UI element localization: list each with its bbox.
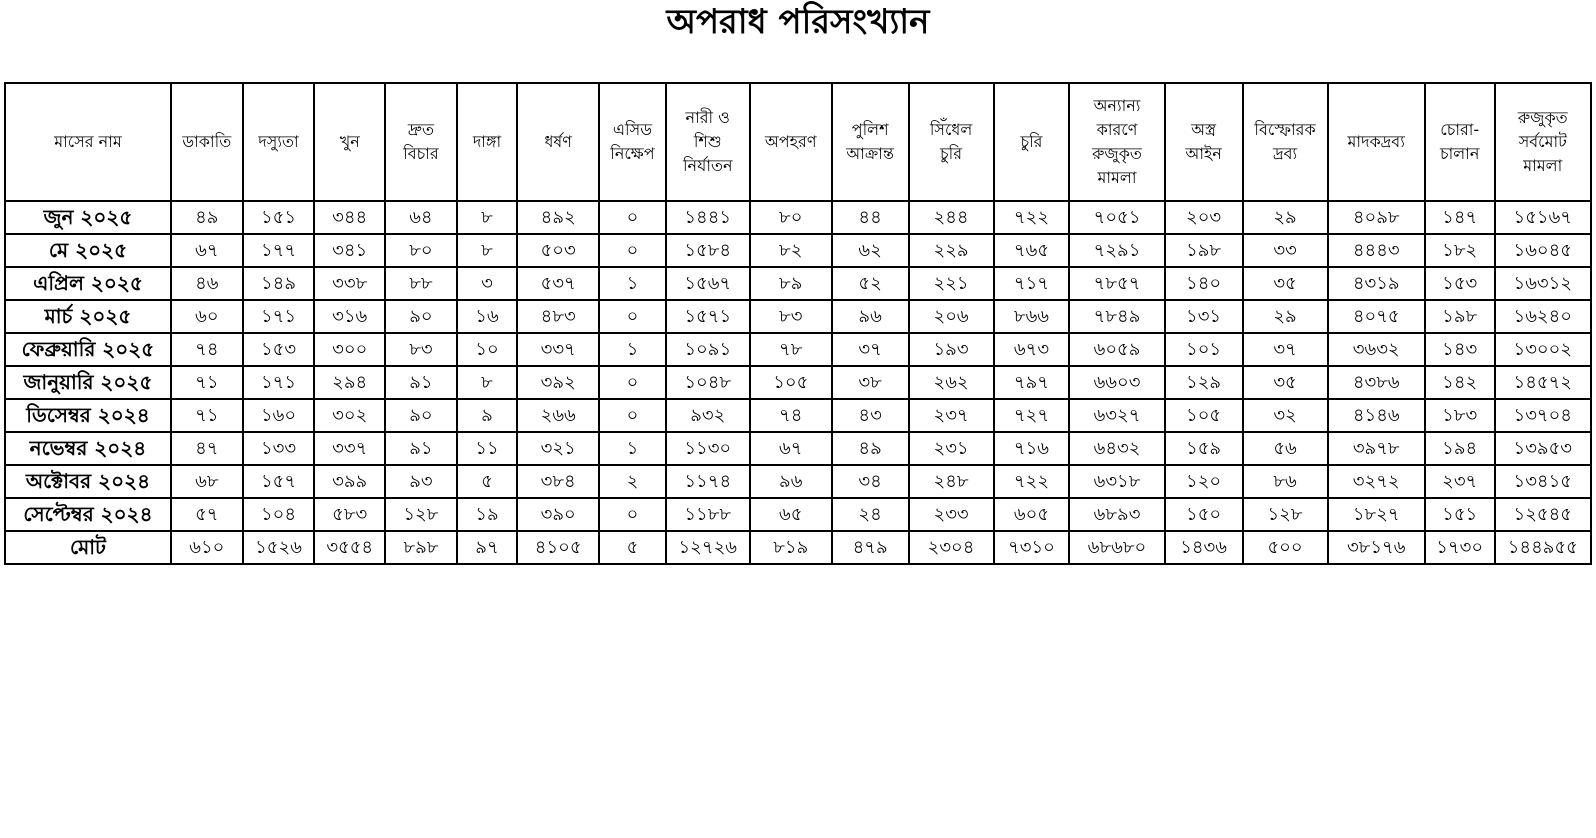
value-cell: ৬০৫৯	[1069, 333, 1164, 366]
month-cell: জানুয়ারি ২০২৫	[5, 366, 171, 399]
value-cell: ১৫৯	[1165, 432, 1243, 465]
value-cell: ১৯৮	[1165, 234, 1243, 267]
value-cell: ০	[599, 366, 666, 399]
value-cell: ১৬২৪০	[1495, 300, 1591, 333]
value-cell: ১৩৯৫৩	[1495, 432, 1591, 465]
value-cell: ১৪৯	[243, 267, 315, 300]
value-cell: ১৫২৬	[243, 531, 315, 564]
value-cell: ২০৩	[1165, 201, 1243, 234]
value-cell: ৩৫	[1243, 267, 1328, 300]
month-cell: মার্চ ২০২৫	[5, 300, 171, 333]
table-row	[5, 267, 1591, 300]
value-cell: ৫	[599, 531, 666, 564]
value-cell: ৮৮	[385, 267, 457, 300]
value-cell: ১৭১	[243, 366, 315, 399]
value-cell: ২৪৮	[909, 465, 994, 498]
value-cell: ১৪৩৬	[1165, 531, 1243, 564]
value-cell: ১০৯১	[666, 333, 750, 366]
value-cell: ৮৩	[750, 300, 832, 333]
column-header: ধর্ষণ	[517, 83, 599, 201]
value-cell: ১১৭৪	[666, 465, 750, 498]
value-cell: ২৬৬	[517, 399, 599, 432]
table-row	[5, 366, 1591, 399]
value-cell: ২৩৭	[909, 399, 994, 432]
value-cell: ৩২৭২	[1328, 465, 1425, 498]
value-cell: ১২৮	[385, 498, 457, 531]
value-cell: ৮০	[750, 201, 832, 234]
value-cell: ৯০	[385, 399, 457, 432]
value-cell: ৬৪৩২	[1069, 432, 1164, 465]
column-header: সিঁধেল চুরি	[909, 83, 994, 201]
value-cell: ৫০৩	[517, 234, 599, 267]
value-cell: ৩১৬	[314, 300, 385, 333]
value-cell: ৮	[457, 366, 517, 399]
column-header: এসিড নিক্ষেপ	[599, 83, 666, 201]
value-cell: ১২৫৪৫	[1495, 498, 1591, 531]
value-cell: ৫	[457, 465, 517, 498]
value-cell: ১৪০	[1165, 267, 1243, 300]
value-cell: ৬১০	[171, 531, 243, 564]
month-cell: সেপ্টেম্বর ২০২৪	[5, 498, 171, 531]
value-cell: ৭৪	[171, 333, 243, 366]
value-cell: ২০৬	[909, 300, 994, 333]
value-cell: ৫৬	[1243, 432, 1328, 465]
table-row	[5, 234, 1591, 267]
value-cell: ৩৩৭	[517, 333, 599, 366]
value-cell: ১৪৫৭২	[1495, 366, 1591, 399]
value-cell: ৪০৭৫	[1328, 300, 1425, 333]
value-cell: ৯৬	[832, 300, 909, 333]
value-cell: ০	[599, 498, 666, 531]
value-cell: ৮০	[385, 234, 457, 267]
value-cell: ১৩১	[1165, 300, 1243, 333]
column-header: চোরা- চালান	[1425, 83, 1495, 201]
value-cell: ৯০	[385, 300, 457, 333]
value-cell: ৪৭	[171, 432, 243, 465]
value-cell: ১৪৪৯৫৫	[1495, 531, 1591, 564]
value-cell: ২৩৩	[909, 498, 994, 531]
value-cell: ৩৭	[832, 333, 909, 366]
month-cell: মোট	[5, 531, 171, 564]
value-cell: ১৫৭	[243, 465, 315, 498]
value-cell: ১১	[457, 432, 517, 465]
value-cell: ৬০৫	[994, 498, 1070, 531]
value-cell: ১৫৬৭	[666, 267, 750, 300]
value-cell: ৭০৫১	[1069, 201, 1164, 234]
column-header: দাঙ্গা	[457, 83, 517, 201]
value-cell: ৬৮৯৩	[1069, 498, 1164, 531]
value-cell: ২৪৪	[909, 201, 994, 234]
month-cell: ফেব্রুয়ারি ২০২৫	[5, 333, 171, 366]
value-cell: ০	[599, 234, 666, 267]
value-cell: ৭১	[171, 399, 243, 432]
value-cell: ১৫১৬৭	[1495, 201, 1591, 234]
value-cell: ৪৬	[171, 267, 243, 300]
value-cell: ৯৭	[457, 531, 517, 564]
value-cell: ৫৮৩	[314, 498, 385, 531]
value-cell: ১৫১	[1425, 498, 1495, 531]
value-cell: ১০৪	[243, 498, 315, 531]
value-cell: ৩৪৪	[314, 201, 385, 234]
value-cell: ২	[599, 465, 666, 498]
value-cell: ২৩১	[909, 432, 994, 465]
value-cell: ১০৫	[1165, 399, 1243, 432]
value-cell: ৬২	[832, 234, 909, 267]
value-cell: ১৪২	[1425, 366, 1495, 399]
value-cell: ১৪৪১	[666, 201, 750, 234]
value-cell: ১১৮৮	[666, 498, 750, 531]
value-cell: ১৩৭০৪	[1495, 399, 1591, 432]
column-header: দস্যুতা	[243, 83, 315, 201]
value-cell: ২৪	[832, 498, 909, 531]
value-cell: ১৩০০২	[1495, 333, 1591, 366]
value-cell: ৩৫	[1243, 366, 1328, 399]
value-cell: ২২১	[909, 267, 994, 300]
value-cell: ১	[599, 333, 666, 366]
value-cell: ১৫১	[243, 201, 315, 234]
value-cell: ০	[599, 300, 666, 333]
value-cell: ২৯	[1243, 201, 1328, 234]
value-cell: ১	[599, 267, 666, 300]
value-cell: ১৫০	[1165, 498, 1243, 531]
value-cell: ৯১	[385, 366, 457, 399]
value-cell: ৪৭৯	[832, 531, 909, 564]
month-cell: মে ২০২৫	[5, 234, 171, 267]
value-cell: ৭১৬	[994, 432, 1070, 465]
column-header: দ্রুত বিচার	[385, 83, 457, 201]
value-cell: ৮৬৬	[994, 300, 1070, 333]
value-cell: ৩৪১	[314, 234, 385, 267]
value-cell: ৬৩২৭	[1069, 399, 1164, 432]
value-cell: ১৪৭	[1425, 201, 1495, 234]
table-row	[5, 333, 1591, 366]
value-cell: ৯১	[385, 432, 457, 465]
column-header: নারী ও শিশু নির্যাতন	[666, 83, 750, 201]
value-cell: ৪৪	[832, 201, 909, 234]
value-cell: ৯	[457, 399, 517, 432]
value-cell: ১৭৭	[243, 234, 315, 267]
value-cell: ১৪৩	[1425, 333, 1495, 366]
value-cell: ৩৪	[832, 465, 909, 498]
value-cell: ৪৮৩	[517, 300, 599, 333]
value-cell: ৬৮৬৮০	[1069, 531, 1164, 564]
value-cell: ০	[599, 201, 666, 234]
value-cell: ৩৫৫৪	[314, 531, 385, 564]
column-header: রুজুকৃত সর্বমোট মামলা	[1495, 83, 1591, 201]
value-cell: ২২৯	[909, 234, 994, 267]
value-cell: ৯৩	[385, 465, 457, 498]
value-cell: ৮৩	[385, 333, 457, 366]
value-cell: ৭২২	[994, 465, 1070, 498]
value-cell: ১৮৩	[1425, 399, 1495, 432]
table-row	[5, 399, 1591, 432]
column-header: বিস্ফোরক দ্রব্য	[1243, 83, 1328, 201]
value-cell: ৪৩১৯	[1328, 267, 1425, 300]
value-cell: ১	[599, 432, 666, 465]
column-header: মাদকদ্রব্য	[1328, 83, 1425, 201]
value-cell: ৭৯৭	[994, 366, 1070, 399]
value-cell: ৩৯৭৮	[1328, 432, 1425, 465]
value-cell: ৪১০৫	[517, 531, 599, 564]
value-cell: ৬৭৩	[994, 333, 1070, 366]
value-cell: ৩	[457, 267, 517, 300]
value-cell: ৫৩৭	[517, 267, 599, 300]
value-cell: ২৩০৪	[909, 531, 994, 564]
value-cell: ১৫৩	[1425, 267, 1495, 300]
value-cell: ৩০০	[314, 333, 385, 366]
value-cell: ৭১৭	[994, 267, 1070, 300]
value-cell: ৬৮	[171, 465, 243, 498]
value-cell: ৬৭	[750, 432, 832, 465]
value-cell: ৭২২	[994, 201, 1070, 234]
value-cell: ৪১৪৬	[1328, 399, 1425, 432]
value-cell: ৭৮৪৯	[1069, 300, 1164, 333]
page-title: অপরাধ পরিসংখ্যান	[666, 2, 930, 42]
table-row	[5, 465, 1591, 498]
month-cell: এপ্রিল ২০২৫	[5, 267, 171, 300]
value-cell: ১০৫	[750, 366, 832, 399]
column-header: মাসের নাম	[5, 83, 171, 201]
table-row	[5, 201, 1591, 234]
crime-statistics-table	[4, 82, 1592, 565]
value-cell: ১২০	[1165, 465, 1243, 498]
value-cell: ৬৩১৮	[1069, 465, 1164, 498]
value-cell: ১৩৪১৫	[1495, 465, 1591, 498]
value-cell: ১৬	[457, 300, 517, 333]
column-header: ডাকাতি	[171, 83, 243, 201]
value-cell: ৬৪	[385, 201, 457, 234]
month-cell: জুন ২০২৫	[5, 201, 171, 234]
value-cell: ৫২	[832, 267, 909, 300]
value-cell: ৪৪৪৩	[1328, 234, 1425, 267]
column-header: অস্ত্র আইন	[1165, 83, 1243, 201]
value-cell: ২৯৪	[314, 366, 385, 399]
value-cell: ৩৩	[1243, 234, 1328, 267]
value-cell: ৮১৯	[750, 531, 832, 564]
value-cell: ৩৭	[1243, 333, 1328, 366]
value-cell: ৪০৯৮	[1328, 201, 1425, 234]
value-cell: ৮৯৮	[385, 531, 457, 564]
value-cell: ৯৩২	[666, 399, 750, 432]
value-cell: ১৫৭১	[666, 300, 750, 333]
value-cell: ১০৪৮	[666, 366, 750, 399]
value-cell: ৬৭	[171, 234, 243, 267]
value-cell: ৪৯	[171, 201, 243, 234]
value-cell: ১২৮	[1243, 498, 1328, 531]
value-cell: ২৬২	[909, 366, 994, 399]
value-cell: ৩৯০	[517, 498, 599, 531]
value-cell: ৬৬০৩	[1069, 366, 1164, 399]
value-cell: ৮৯	[750, 267, 832, 300]
value-cell: ২৯	[1243, 300, 1328, 333]
value-cell: ৬৫	[750, 498, 832, 531]
value-cell: ১৬০	[243, 399, 315, 432]
value-cell: ৭২৭	[994, 399, 1070, 432]
total-row	[5, 531, 1591, 564]
value-cell: ১৭১	[243, 300, 315, 333]
value-cell: ১৫৮৪	[666, 234, 750, 267]
table-row	[5, 300, 1591, 333]
value-cell: ১৯৮	[1425, 300, 1495, 333]
value-cell: ৩২	[1243, 399, 1328, 432]
column-header: চুরি	[994, 83, 1070, 201]
value-cell: ৪৯	[832, 432, 909, 465]
value-cell: ৬০	[171, 300, 243, 333]
value-cell: ৮২	[750, 234, 832, 267]
value-cell: ৭২৯১	[1069, 234, 1164, 267]
value-cell: ৩৬৩২	[1328, 333, 1425, 366]
value-cell: ১৮২৭	[1328, 498, 1425, 531]
value-cell: ৮৬	[1243, 465, 1328, 498]
table-row	[5, 498, 1591, 531]
value-cell: ৩৩৭	[314, 432, 385, 465]
value-cell: ৩৯৯	[314, 465, 385, 498]
value-cell: ১০	[457, 333, 517, 366]
value-cell: ১৩৩	[243, 432, 315, 465]
value-cell: ৭৪	[750, 399, 832, 432]
column-header: পুলিশ আক্রান্ত	[832, 83, 909, 201]
value-cell: ৩৯২	[517, 366, 599, 399]
month-cell: অক্টোবর ২০২৪	[5, 465, 171, 498]
value-cell: ১৫৩	[243, 333, 315, 366]
value-cell: ৩৮১৭৬	[1328, 531, 1425, 564]
column-header: অপহরণ	[750, 83, 832, 201]
value-cell: ৯৬	[750, 465, 832, 498]
table-header-row	[5, 83, 1591, 201]
value-cell: ৩০২	[314, 399, 385, 432]
value-cell: ১৯৪	[1425, 432, 1495, 465]
value-cell: ৮	[457, 234, 517, 267]
value-cell: ১০১	[1165, 333, 1243, 366]
month-cell: নভেম্বর ২০২৪	[5, 432, 171, 465]
month-cell: ডিসেম্বর ২০২৪	[5, 399, 171, 432]
value-cell: ৭৬৫	[994, 234, 1070, 267]
value-cell: ১২৯	[1165, 366, 1243, 399]
value-cell: ১৭৩০	[1425, 531, 1495, 564]
value-cell: ৭৩১০	[994, 531, 1070, 564]
column-header: অন্যান্য কারণে রুজুকৃত মামলা	[1069, 83, 1164, 201]
value-cell: ৭৮৫৭	[1069, 267, 1164, 300]
value-cell: ১১৩০	[666, 432, 750, 465]
value-cell: ৫৭	[171, 498, 243, 531]
value-cell: ৮	[457, 201, 517, 234]
value-cell: ৪৯২	[517, 201, 599, 234]
value-cell: ০	[599, 399, 666, 432]
value-cell: ২৩৭	[1425, 465, 1495, 498]
value-cell: ১৯৩	[909, 333, 994, 366]
value-cell: ১৬০৪৫	[1495, 234, 1591, 267]
value-cell: ৩৮	[832, 366, 909, 399]
value-cell: ১৮২	[1425, 234, 1495, 267]
value-cell: ১২৭২৬	[666, 531, 750, 564]
table-row	[5, 432, 1591, 465]
value-cell: ৭৮	[750, 333, 832, 366]
value-cell: ৩৩৮	[314, 267, 385, 300]
value-cell: ৪৩	[832, 399, 909, 432]
value-cell: ৩৮৪	[517, 465, 599, 498]
value-cell: ৪৩৮৬	[1328, 366, 1425, 399]
value-cell: ৩২১	[517, 432, 599, 465]
value-cell: ১৯	[457, 498, 517, 531]
value-cell: ৫০০	[1243, 531, 1328, 564]
value-cell: ১৬৩১২	[1495, 267, 1591, 300]
value-cell: ৭১	[171, 366, 243, 399]
column-header: খুন	[314, 83, 385, 201]
